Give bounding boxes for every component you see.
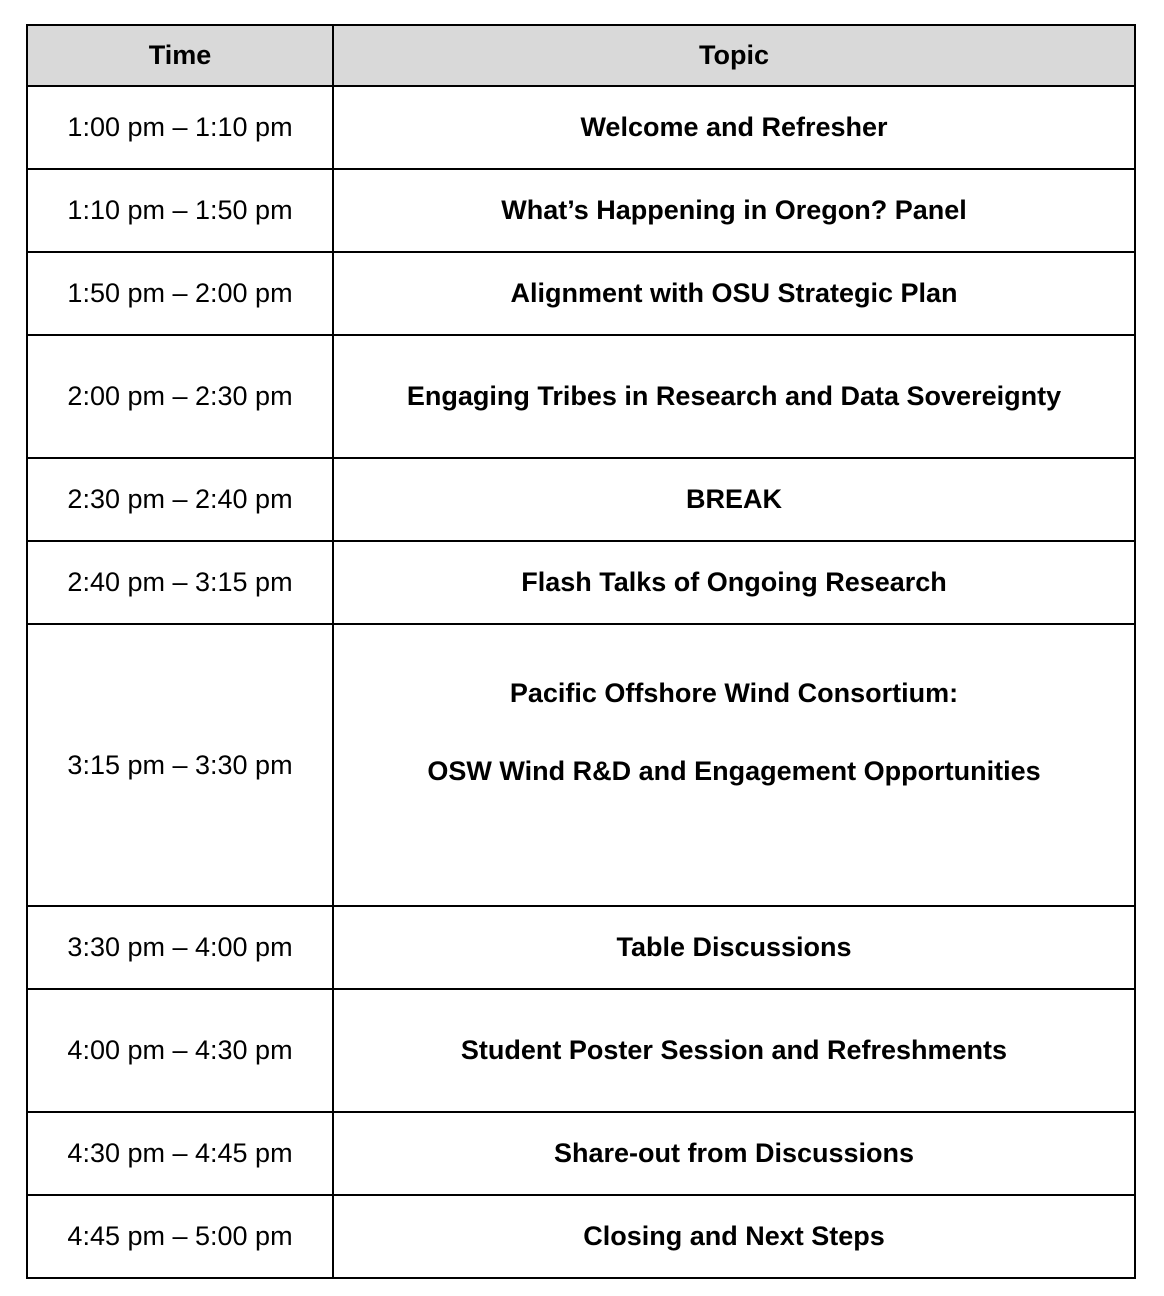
table-row xyxy=(27,335,1135,458)
topic-text: Welcome and Refresher xyxy=(580,112,888,143)
header-row xyxy=(27,25,1135,86)
time-cell: 2:40 pm – 3:15 pm xyxy=(27,541,333,624)
topic-text: What’s Happening in Oregon? Panel xyxy=(501,195,967,226)
topic-text: Closing and Next Steps xyxy=(583,1221,885,1252)
table-row xyxy=(27,1112,1135,1195)
topic-text: Table Discussions xyxy=(616,932,852,963)
topic-cell xyxy=(333,541,1135,624)
topic-cell xyxy=(333,624,1135,906)
time-cell: 4:00 pm – 4:30 pm xyxy=(27,989,333,1112)
table-row xyxy=(27,169,1135,252)
time-cell: 1:50 pm – 2:00 pm xyxy=(27,252,333,335)
table-row xyxy=(27,624,1135,906)
topic-cell xyxy=(333,1112,1135,1195)
topic-cell xyxy=(333,989,1135,1112)
topic-cell xyxy=(333,252,1135,335)
topic-text: Alignment with OSU Strategic Plan xyxy=(510,278,958,309)
topic-text: Pacific Offshore Wind Consortium: xyxy=(509,677,959,708)
topic-cell xyxy=(333,906,1135,989)
topic-cell xyxy=(333,86,1135,169)
time-cell: 1:10 pm – 1:50 pm xyxy=(27,169,333,252)
header-time: Time xyxy=(27,25,333,86)
agenda-table xyxy=(26,24,1136,1279)
topic-text: Student Poster Session and Refreshments xyxy=(460,1035,1008,1066)
header-topic: Topic xyxy=(333,25,1135,86)
table-row xyxy=(27,458,1135,541)
topic-text: Share-out from Discussions xyxy=(553,1138,915,1169)
time-cell: 2:30 pm – 2:40 pm xyxy=(27,458,333,541)
table-row xyxy=(27,989,1135,1112)
topic-cell xyxy=(333,458,1135,541)
table-row xyxy=(27,541,1135,624)
topic-text: Flash Talks of Ongoing Research xyxy=(521,567,947,598)
topic-text: Engaging Tribes in Research and Data Sovereignty xyxy=(406,381,1062,412)
topic-text: BREAK xyxy=(685,484,782,515)
topic-cell xyxy=(333,169,1135,252)
topic-text: OSW Wind R&D and Engagement Opportunities xyxy=(427,756,1041,786)
table-row xyxy=(27,252,1135,335)
time-cell: 3:30 pm – 4:00 pm xyxy=(27,906,333,989)
time-cell: 3:15 pm – 3:30 pm xyxy=(27,624,333,906)
topic-cell xyxy=(333,1195,1135,1278)
table-row xyxy=(27,906,1135,989)
topic-multiline xyxy=(342,677,1126,854)
table-row xyxy=(27,1195,1135,1278)
time-cell: 4:30 pm – 4:45 pm xyxy=(27,1112,333,1195)
topic-cell xyxy=(333,335,1135,458)
time-cell: 1:00 pm – 1:10 pm xyxy=(27,86,333,169)
time-cell: 4:45 pm – 5:00 pm xyxy=(27,1195,333,1278)
time-cell: 2:00 pm – 2:30 pm xyxy=(27,335,333,458)
table-row xyxy=(27,86,1135,169)
